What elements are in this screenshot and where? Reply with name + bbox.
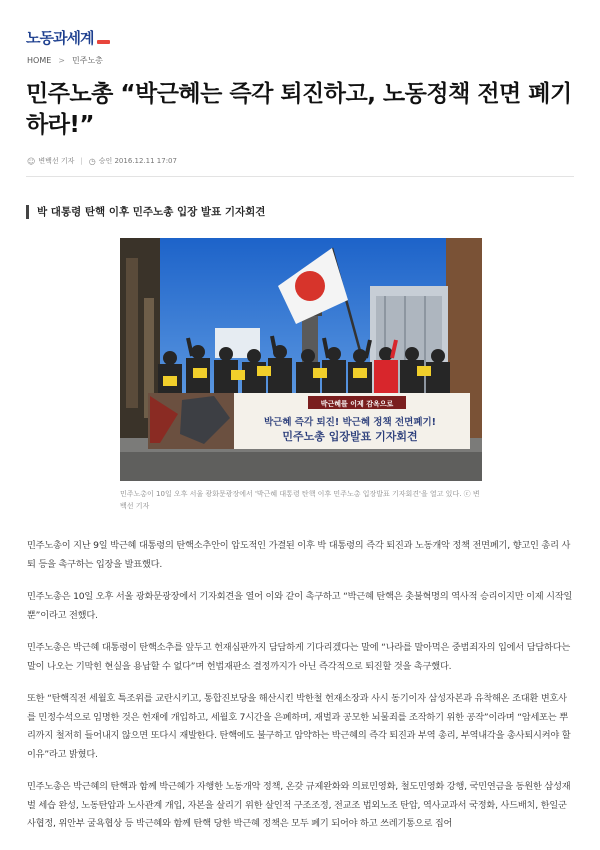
article-subtitle: 박 대통령 탄핵 이후 민주노총 입장 발표 기자회견 bbox=[26, 205, 265, 219]
breadcrumb-section[interactable]: 민주노총 bbox=[71, 56, 103, 65]
meta-divider: | bbox=[80, 157, 83, 165]
article-photo[interactable] bbox=[120, 238, 482, 481]
author-name[interactable]: 변백선 기자 bbox=[38, 157, 75, 165]
logo-text: 노동과세계 bbox=[26, 29, 94, 47]
photo-banner-bottom: 민주노총 입장발표 기자회견 bbox=[282, 430, 418, 443]
photo-sign-text: 박근혜를 이제 감옥으로 bbox=[320, 400, 394, 408]
breadcrumb-separator: > bbox=[58, 56, 65, 65]
body-paragraph: 민주노총이 지난 9일 박근혜 대통령의 탄핵소추안이 압도적인 가결된 이후 박 대통령의 즉각 퇴진과 노동개악 정책 전면폐기, 향고인 총리 사퇴 등을 촉구하는 입장을 발표했다. bbox=[27, 540, 571, 570]
photo-caption: 민주노총이 10일 오후 서울 광화문광장에서 '박근혜 대통령 탄핵 이후 민주노총 입장발표 기자회견'을 열고 있다. ⓒ 변백선 기자 bbox=[120, 490, 480, 510]
body-paragraph: 민주노총은 박근혜 대통령이 탄핵소추를 앞두고 헌재심판까지 담담하게 기다리겠다는 말에 “나라를 말아먹은 중범죄자의 입에서 담담하다는 말이 나오는 기막힌 현실을 용납할 수 없다”며 헌법재판소 결정까지가 아닌 즉각적으로 퇴진할 것을 촉구했다. bbox=[27, 642, 571, 672]
site-logo[interactable] bbox=[26, 27, 110, 48]
header-divider bbox=[26, 176, 574, 177]
body-paragraph: 또한 “탄핵직전 세월호 특조위를 교란시키고, 통합진보당을 해산시킨 박한철 헌재소장과 사시 동기이자 삼성자본과 유착해온 조대환 변호사를 민정수석으로 임명한 것은 헌재에 개입하고, 세월호 7시간을 은폐하며, 재벌과 공모한 뇌물죄를 조작하기 위한 공작”이라며 “암세포는 뿌리까지 철저히 들어내지 않으면 또다시 재발한다. 탄핵에도 불구하고 암약하는 박근혜의 즉각 퇴진과 부역 총리, 부역내각을 총사퇴시켜야 할 이유”라고 밝혔다. bbox=[27, 693, 571, 760]
photo-banner-top: 박근혜 즉각 퇴진! 박근혜 정책 전면폐기! bbox=[263, 417, 437, 428]
clock-icon: ◷ bbox=[88, 156, 96, 166]
body-paragraph: 민주노총은 박근혜의 탄핵과 함께 박근혜가 자행한 노동개악 정책, 온갖 규제완화와 의료민영화, 철도민영화 강행, 국민연금을 동원한 삼성재벌 세습 완성, 노동탄압과 노사관계 개입, 자본을 살리기 위한 살인적 구조조정, 전교조 법외노조 탄압, 역사교과서 국정화, 사드배치, 한일군사협정, 위안부 굴욕협상 등 박근혜와 함께 탄핵 당한 박근혜 정책은 모두 폐기 되어야 하고 쓰레기통으로 집어 bbox=[27, 781, 571, 829]
article-meta bbox=[27, 156, 177, 166]
article-title: 민주노총 “박근혜는 즉각 퇴진하고, 노동정책 전면 폐기하라!” bbox=[26, 81, 572, 138]
body-paragraph: 민주노총은 10일 오후 서울 광화문광장에서 기자회견을 열어 이와 같이 촉구하고 “박근혜 탄핵은 촛불혁명의 역사적 승리이지만 이제 시작일 뿐”이라고 전했다. bbox=[27, 591, 573, 621]
author-icon: ☺ bbox=[27, 156, 36, 166]
publish-date: 승인 2016.12.11 17:07 bbox=[98, 157, 177, 165]
breadcrumb-home[interactable]: HOME bbox=[27, 56, 52, 65]
article-body bbox=[27, 537, 575, 848]
breadcrumb bbox=[27, 55, 103, 66]
logo-mark bbox=[97, 40, 110, 44]
